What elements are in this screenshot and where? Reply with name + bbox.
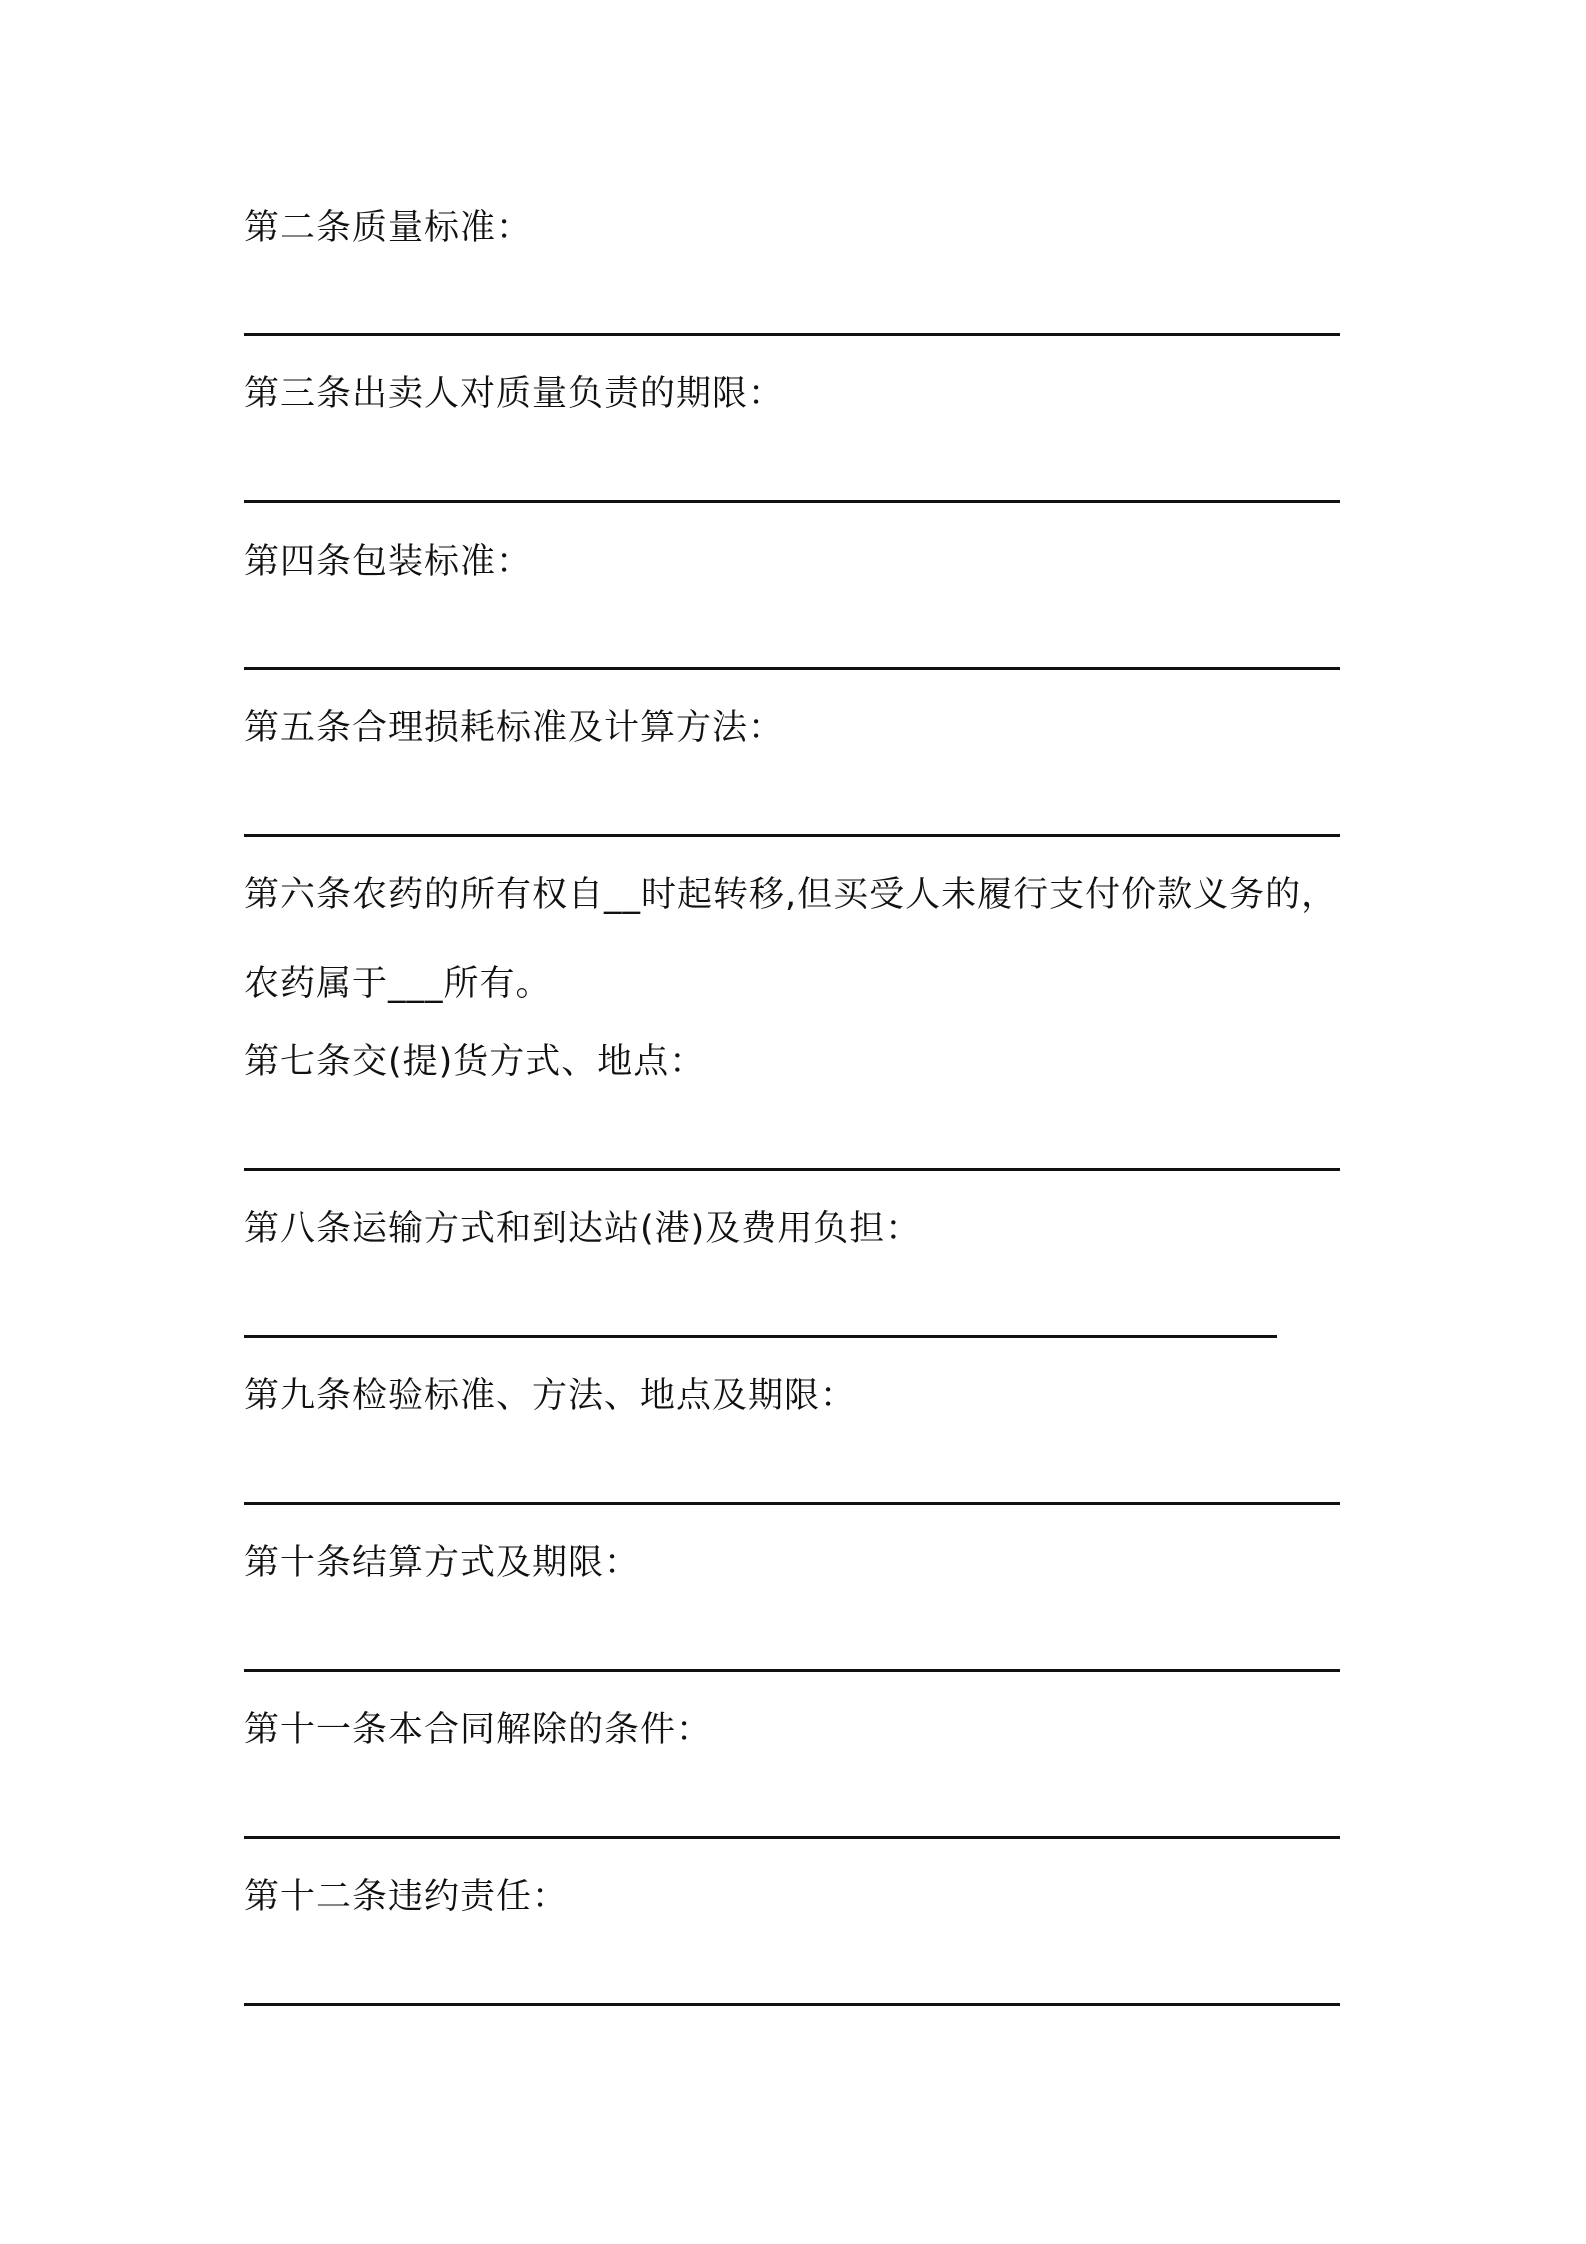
clause-5-blank-line [244, 834, 1340, 837]
clause-7-blank-line [244, 1168, 1340, 1171]
clause-4-title: 第四条包装标准： [244, 542, 533, 582]
clause-5-title: 第五条合理损耗标准及计算方法： [244, 708, 785, 748]
clause-10-title: 第十条结算方式及期限： [244, 1543, 641, 1583]
clause-2-title: 第二条质量标准： [244, 208, 533, 248]
clause-10-blank-line [244, 1669, 1340, 1672]
clause-11-title: 第十一条本合同解除的条件： [244, 1710, 713, 1750]
clause-7-title: 第七条交(提)货方式、地点： [244, 1042, 706, 1082]
clause-8-title: 第八条运输方式和到达站(港)及费用负担： [244, 1209, 922, 1249]
clause-9-title: 第九条检验标准、方法、地点及期限： [244, 1376, 857, 1416]
clause-2-blank-line [244, 333, 1340, 336]
clause-9-blank-line [244, 1502, 1340, 1505]
clause-8-blank-line [244, 1335, 1277, 1338]
clause-12-blank-line [244, 2003, 1340, 2006]
clause-4-blank-line [244, 667, 1340, 670]
clause-12-title: 第十二条违约责任： [244, 1877, 569, 1917]
clause-3-blank-line [244, 500, 1340, 503]
clause-6-continuation: 农药属于___所有。 [244, 964, 552, 1004]
clause-6-title: 第六条农药的所有权自__时起转移,但买受人未履行支付价款义务的， [244, 875, 1338, 915]
clause-3-title: 第三条出卖人对质量负责的期限： [244, 374, 785, 414]
clause-11-blank-line [244, 1836, 1340, 1839]
